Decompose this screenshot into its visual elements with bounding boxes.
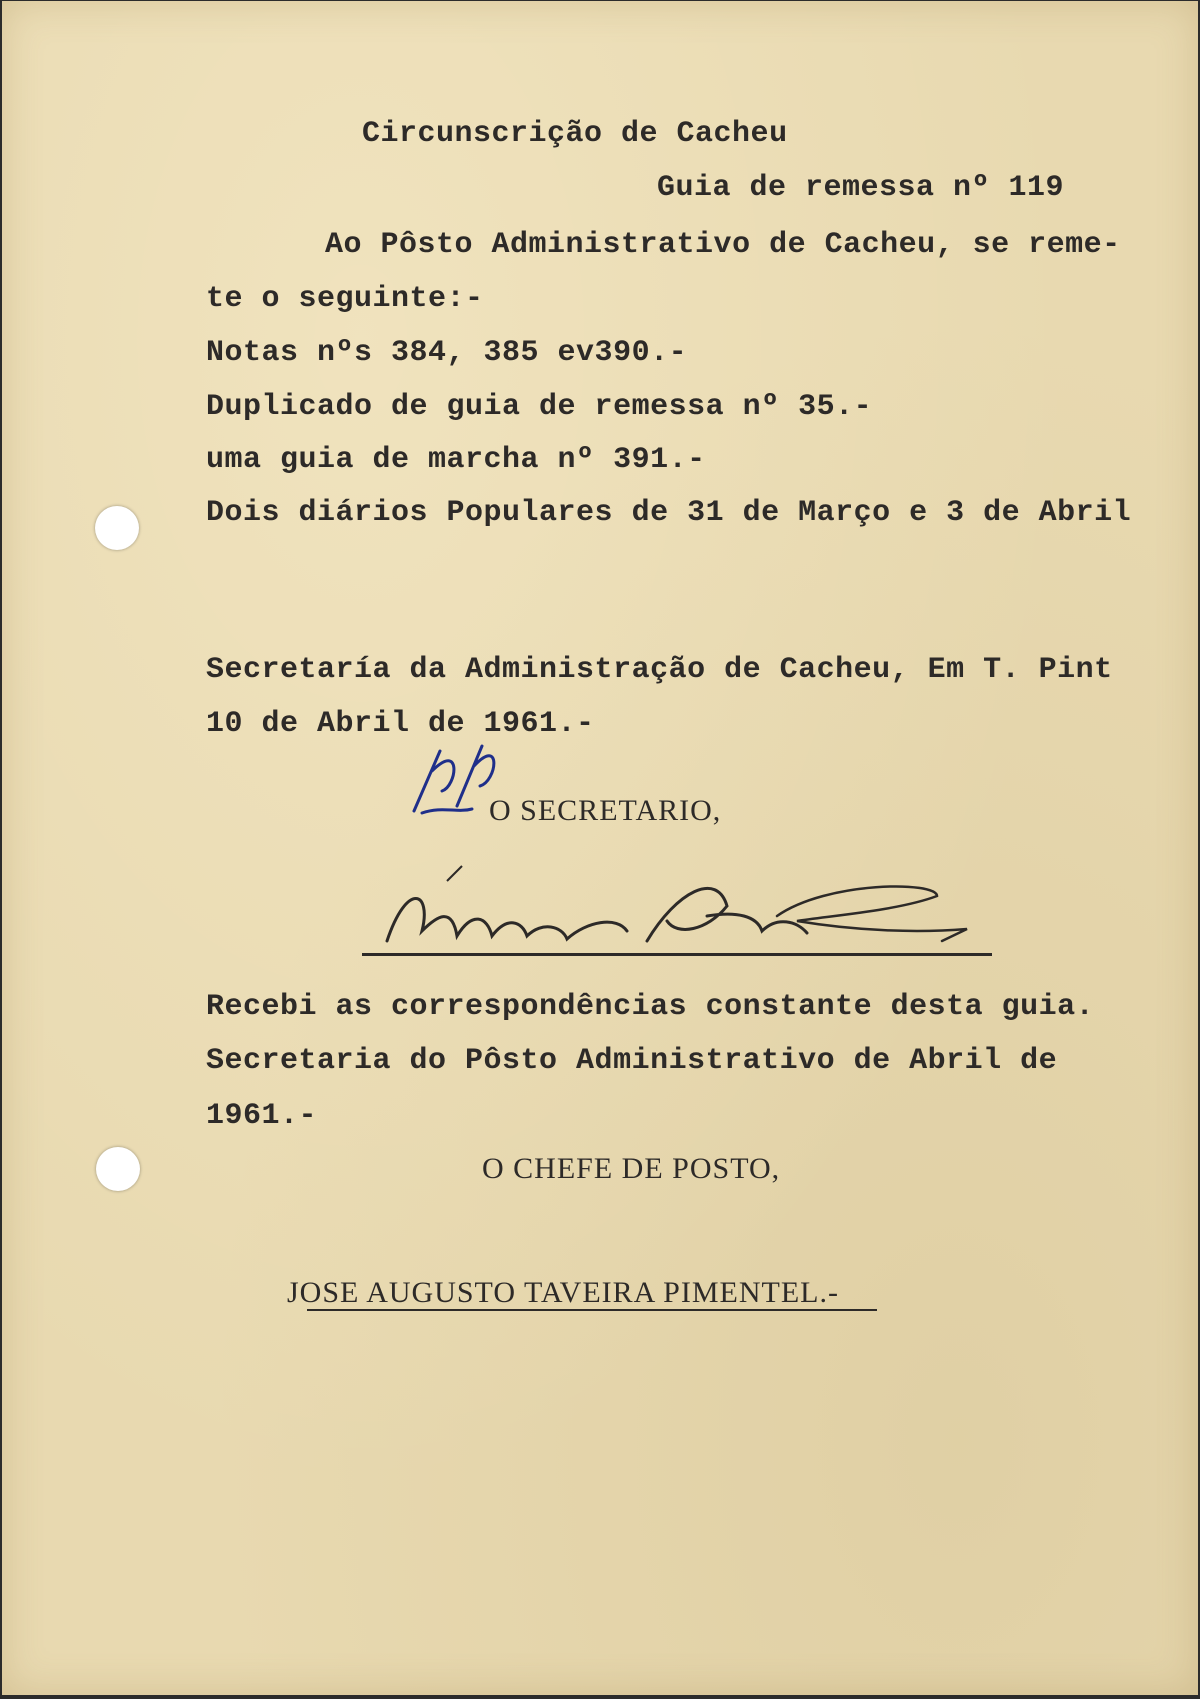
chief-title: O CHEFE DE POSTO,: [482, 1152, 781, 1185]
receipt-line-3: 1961.-: [206, 1099, 318, 1133]
body-line-1: Ao Pôsto Administrativo de Cacheu, se reme-: [325, 228, 1121, 262]
receipt-line-2: Secretaria do Pôsto Administrativo de Abril de: [206, 1044, 1058, 1078]
receipt-line-1: Recebi as correspondências constante desta guia.: [206, 990, 1095, 1024]
body-line-2: te o seguinte:-: [206, 282, 484, 316]
chief-name-underline: [307, 1309, 877, 1311]
secretary-title: O SECRETARIO,: [489, 794, 722, 827]
document-page: [2, 1, 1198, 1695]
item-march-guide: uma guia de marcha nº 391.-: [206, 443, 706, 477]
item-duplicate: Duplicado de guia de remessa nº 35.-: [206, 390, 873, 424]
chief-name: JOSE AUGUSTO TAVEIRA PIMENTEL.-: [287, 1276, 839, 1309]
punch-hole-bottom: [96, 1147, 140, 1191]
heading: Circunscrição de Cacheu: [362, 117, 788, 151]
guide-number: Guia de remessa nº 119: [657, 171, 1065, 205]
signature-line: [362, 953, 992, 956]
item-newspapers: Dois diários Populares de 31 de Março e 3 de Abril: [206, 496, 1132, 530]
date-line: 10 de Abril de 1961.-: [206, 707, 595, 741]
punch-hole-top: [95, 506, 139, 550]
item-notes: Notas nºs 384, 385 ev390.-: [206, 336, 688, 370]
place-line: Secretaría da Administração de Cacheu, Em T. Pint: [206, 653, 1113, 687]
